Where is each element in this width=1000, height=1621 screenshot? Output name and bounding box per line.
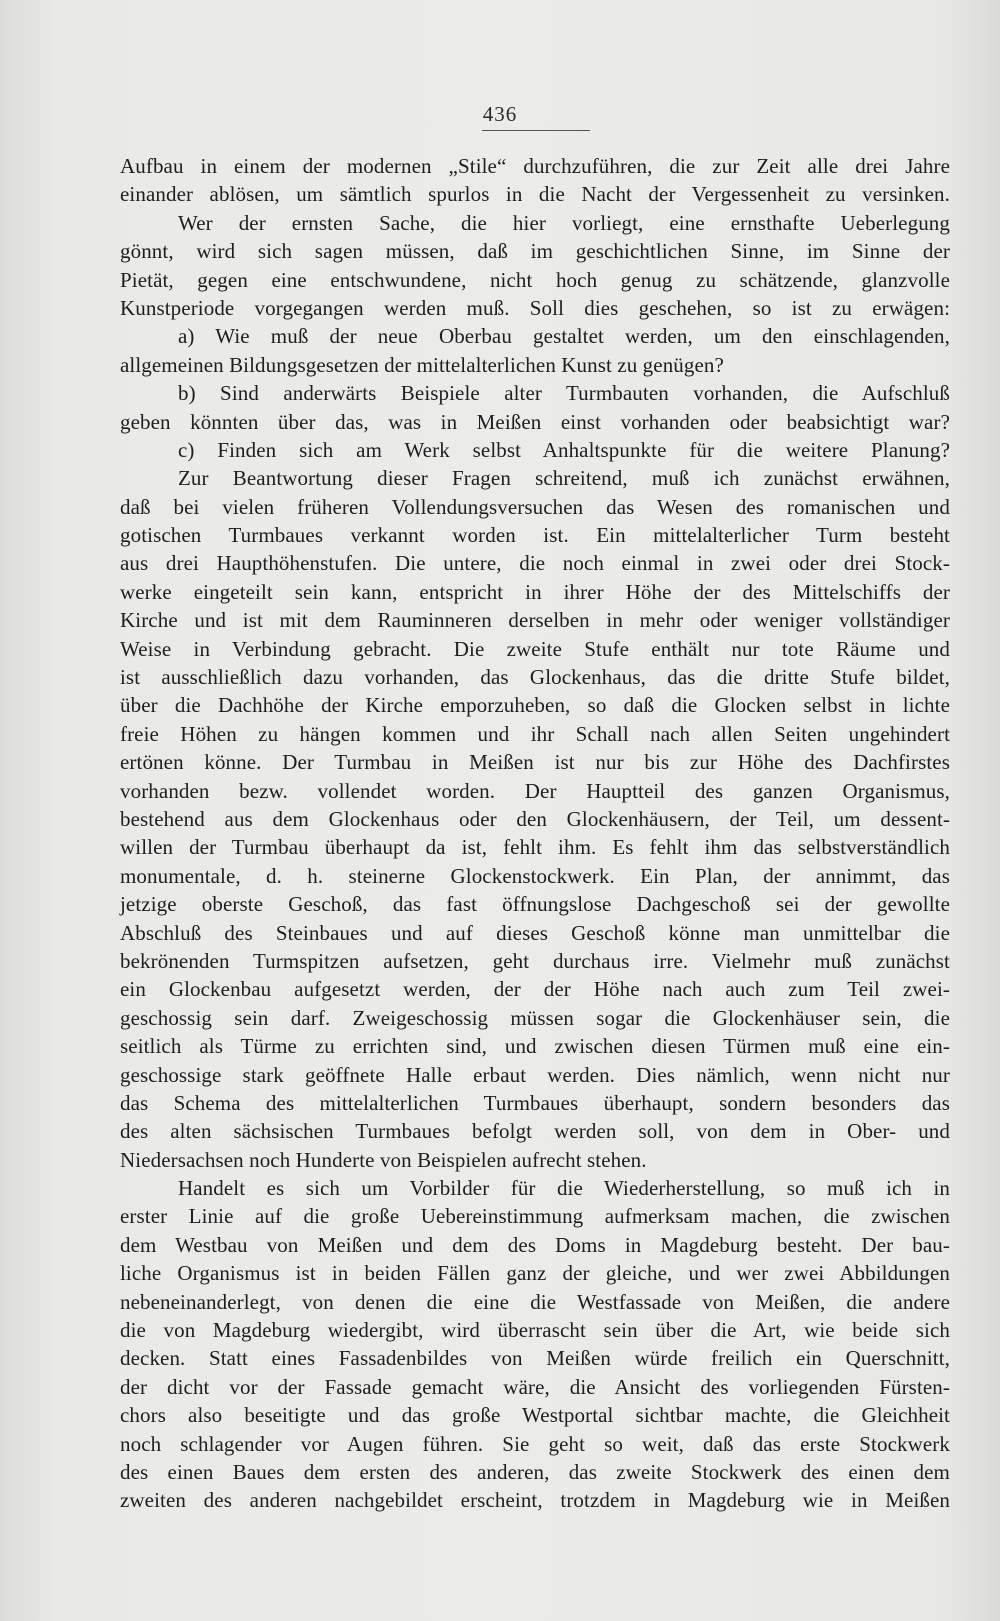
text-line: werke eingeteilt sein kann, entspricht in ihrer Höhe der des Mittelschiffs der: [120, 579, 950, 604]
text-line: Weise in Verbindung gebracht. Die zweite Stufe enthält nur tote Räume und: [120, 636, 950, 661]
text-line: chors also beseitigte und das große Westportal sichtbar machte, die Gleichheit: [120, 1403, 950, 1428]
text-line: freie Höhen zu hängen kommen und ihr Schall nach allen Seiten ungehindert: [120, 721, 950, 746]
text-line: der dicht vor der Fassade gemacht wäre, die Ansicht des vorliegenden Fürsten-: [120, 1374, 950, 1399]
text-line: b) Sind anderwärts Beispiele alter Turmbauten vorhanden, die Aufschluß: [178, 381, 950, 406]
text-line: ein Glockenbau aufgesetzt werden, der der Höhe nach auch zum Teil zwei-: [120, 977, 950, 1002]
text-line: c) Finden sich am Werk selbst Anhaltspunkte für die weitere Planung?: [178, 437, 950, 462]
text-line: einander ablösen, um sämtlich spurlos in die Nacht der Vergessenheit zu versinken.: [120, 182, 950, 207]
text-line: Kirche und ist mit dem Rauminneren derselben in mehr oder weniger vollständiger: [120, 608, 950, 633]
text-line: monumentale, d. h. steinerne Glockenstockwerk. Ein Plan, der annimmt, das: [120, 863, 950, 888]
text-line: Pietät, gegen eine entschwundene, nicht hoch genug zu schätzende, glanzvolle: [120, 267, 950, 292]
text-line: geschossig sein darf. Zweigeschossig müssen sogar die Glockenhäuser sein, die: [120, 1005, 950, 1030]
page-number-rule: [482, 130, 590, 131]
text-line: gotischen Turmbaues verkannt worden ist. Ein mittelalterlicher Turm besteht: [120, 523, 950, 548]
text-line: dem Westbau von Meißen und dem des Doms in Magdeburg besteht. Der bau-: [120, 1232, 950, 1257]
text-line: vorhanden bezw. vollendet worden. Der Hauptteil des ganzen Organismus,: [120, 778, 950, 803]
text-line: liche Organismus ist in beiden Fällen ganz der gleiche, und wer zwei Abbildungen: [120, 1261, 950, 1286]
text-line: Abschluß des Steinbaues und auf dieses Geschoß könne man unmittelbar die: [120, 920, 950, 945]
text-line: Niedersachsen noch Hunderte von Beispielen aufrecht stehen.: [120, 1147, 647, 1172]
text-line: die von Magdeburg wiedergibt, wird überrascht sein über die Art, wie beide sich: [120, 1318, 950, 1343]
text-line: über die Dachhöhe der Kirche emporzuheben, so daß die Glocken selbst in lichte: [120, 693, 950, 718]
text-line: das Schema des mittelalterlichen Turmbaues überhaupt, sondern besonders das: [120, 1090, 950, 1115]
text-line: Wer der ernsten Sache, die hier vorliegt, eine ernsthafte Ueberlegung: [178, 210, 950, 235]
text-line: Handelt es sich um Vorbilder für die Wiederherstellung, so muß ich in: [178, 1176, 950, 1201]
text-line: seitlich als Türme zu errichten sind, und zwischen diesen Türmen muß eine ein-: [120, 1034, 950, 1059]
text-line: des einen Baues dem ersten des anderen, das zweite Stockwerk des einen dem: [120, 1459, 950, 1484]
text-line: Zur Beantwortung dieser Fragen schreitend, muß ich zunächst erwähnen,: [178, 466, 950, 491]
text-line: nebeneinanderlegt, von denen die eine die Westfassade von Meißen, die andere: [120, 1289, 950, 1314]
text-line: bekrönenden Turmspitzen aufsetzen, geht durchaus irre. Vielmehr muß zunächst: [120, 948, 950, 973]
text-line: Aufbau in einem der modernen „Stile“ durchzuführen, die zur Zeit alle drei Jahre: [120, 154, 950, 178]
text-line: des alten sächsischen Turmbaues befolgt werden soll, von dem in Ober- und: [120, 1119, 950, 1144]
text-line: Kunstperiode vorgegangen werden muß. Soll dies geschehen, so ist zu erwägen:: [120, 295, 950, 320]
text-line: ertönen könne. Der Turmbau in Meißen ist nur bis zur Höhe des Dachfirstes: [120, 750, 950, 775]
page-number: 436: [482, 102, 518, 126]
text-line: aus drei Haupthöhenstufen. Die untere, die noch einmal in zwei oder drei Stock-: [120, 551, 950, 576]
text-line: noch schlagender vor Augen führen. Sie geht so weit, daß das erste Stockwerk: [120, 1431, 950, 1456]
text-line: jetzige oberste Geschoß, das fast öffnungslose Dachgeschoß sei der gewollte: [120, 892, 950, 917]
text-line: a) Wie muß der neue Oberbau gestaltet werden, um den einschlagenden,: [178, 324, 950, 349]
text-line: bestehend aus dem Glockenhaus oder den Glockenhäusern, der Teil, um dessent-: [120, 806, 950, 831]
text-line: geschossige stark geöffnete Halle erbaut werden. Dies nämlich, wenn nicht nur: [120, 1062, 950, 1087]
text-line: zweiten des anderen nachgebildet erscheint, trotzdem in Magdeburg wie in Meißen: [120, 1488, 950, 1513]
text-line: decken. Statt eines Fassadenbildes von Meißen würde freilich ein Querschnitt,: [120, 1346, 950, 1371]
text-line: gönnt, wird sich sagen müssen, daß im geschichtlichen Sinne, im Sinne der: [120, 239, 950, 264]
text-line: geben könnten über das, was in Meißen einst vorhanden oder beabsichtigt war?: [120, 409, 950, 434]
text-line: ist ausschließlich dazu vorhanden, das Glockenhaus, das die dritte Stufe bildet,: [120, 665, 950, 690]
text-line: willen der Turmbau überhaupt da ist, fehlt ihm. Es fehlt ihm das selbstverständlich: [120, 835, 950, 860]
text-line: daß bei vielen früheren Vollendungsversuchen das Wesen des romanischen und: [120, 494, 950, 519]
text-line: erster Linie auf die große Uebereinstimmung aufmerksam machen, die zwischen: [120, 1204, 950, 1229]
body-text: [120, 152, 950, 1515]
text-line: allgemeinen Bildungsgesetzen der mittelalterlichen Kunst zu genügen?: [120, 352, 724, 377]
